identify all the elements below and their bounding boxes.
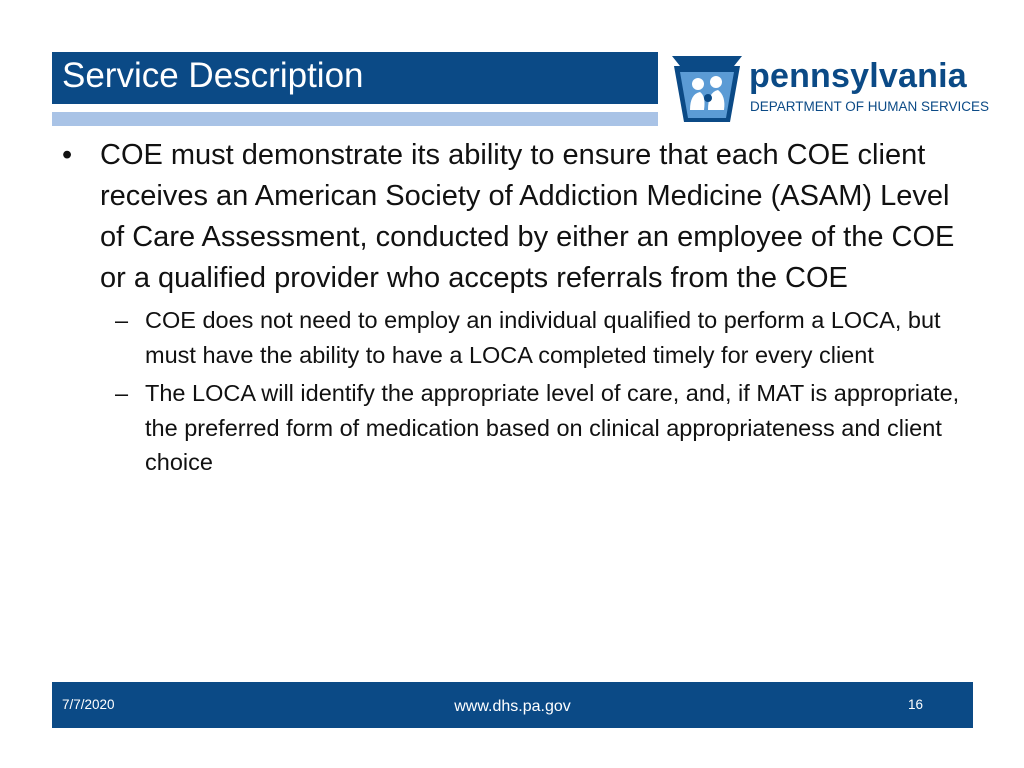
sub-bullet-text: COE does not need to employ an individual qualified to perform a LOCA, but must have the ability to have a LOCA completed timely for every client bbox=[145, 307, 941, 368]
footer-url: www.dhs.pa.gov bbox=[454, 698, 571, 715]
footer-date: 7/7/2020 bbox=[62, 697, 115, 712]
slide-title: Service Description bbox=[62, 56, 364, 95]
main-bullet bbox=[58, 135, 968, 299]
main-bullet-text: COE must demonstrate its ability to ensure that each COE client receives an American Society of Addiction Medicine (ASAM) Level of Care Assessment, conducted by either an employee of the COE or a qualified provider who accepts referrals from the COE bbox=[100, 139, 955, 294]
sub-bullet-text: The LOCA will identify the appropriate level of care, and, if MAT is appropriate, the preferred form of medication based on clinical appropriateness and client choice bbox=[145, 380, 960, 475]
title-accent-bar bbox=[52, 112, 658, 126]
bullet-marker: • bbox=[62, 139, 73, 171]
footer-bar bbox=[52, 682, 973, 728]
sub-bullet-marker: – bbox=[115, 380, 129, 406]
pa-dhs-logo bbox=[668, 52, 1008, 128]
sub-bullet-marker: – bbox=[115, 307, 129, 333]
sub-bullet bbox=[58, 303, 968, 372]
keystone-family-icon bbox=[668, 52, 746, 126]
sub-bullet bbox=[58, 376, 968, 480]
page-number: 16 bbox=[907, 697, 923, 712]
logo-wordmark: pennsylvania bbox=[749, 57, 967, 95]
title-bar bbox=[52, 52, 658, 104]
slide-content bbox=[58, 135, 968, 480]
logo-department: DEPARTMENT OF HUMAN SERVICES bbox=[750, 99, 990, 114]
